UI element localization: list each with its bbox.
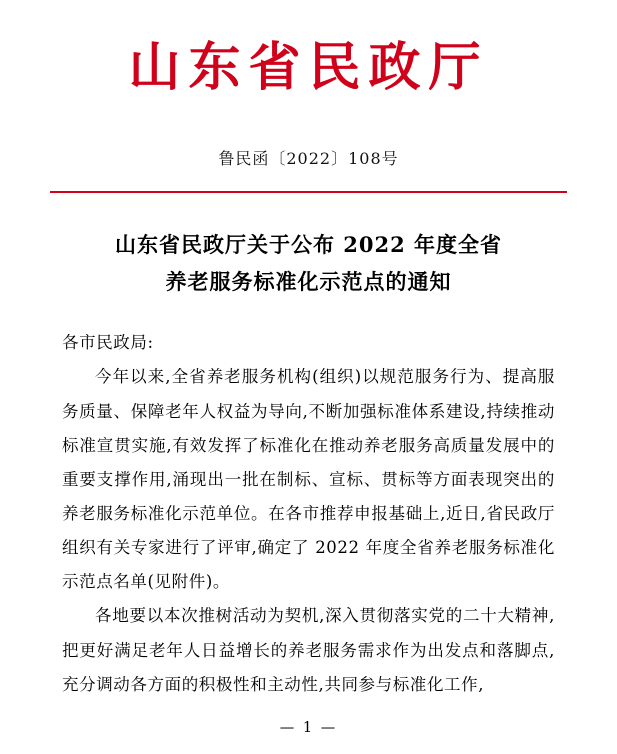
- document-body: [0, 326, 617, 702]
- document-number: 鲁民函〔2022〕108号: [218, 148, 399, 168]
- body-paragraph-1: 今年以来,全省养老服务机构(组织)以规范服务行为、提高服务质量、保障老年人权益为导向,不断加强标准体系建设,持续推动标准宣贯实施,有效发挥了标准化在推动养老服务高质量发展中的重要支撑作用,涌现出一批在制标、宣标、贯标等方面表现突出的养老服务标准化示范单位。在各市推荐申报基础上,近日,省民政厅组织有关专家进行了评审,确定了 2022 年度全省养老服务标准化示范点名单(见附件)。: [62, 367, 555, 592]
- red-divider-rule: [50, 191, 567, 193]
- page-number-footer: — 1 —: [279, 720, 338, 736]
- issuing-agency-title: 山东省民政厅: [128, 37, 489, 98]
- salutation: 各市民政局:: [62, 333, 154, 353]
- body-paragraph-2: 各地要以本次推树活动为契机,深入贯彻落实党的二十大精神,把更好满足老年人日益增长的养老服务需求作为出发点和落脚点,充分调动各方面的积极性和主动性,共同参与标准化工作,: [62, 606, 555, 694]
- document-title-line-2: 养老服务标准化示范点的通知: [165, 268, 452, 294]
- masthead: [0, 0, 617, 98]
- document-title: [0, 227, 617, 301]
- document-title-line-1: 山东省民政厅关于公布 2022 年度全省: [114, 231, 503, 257]
